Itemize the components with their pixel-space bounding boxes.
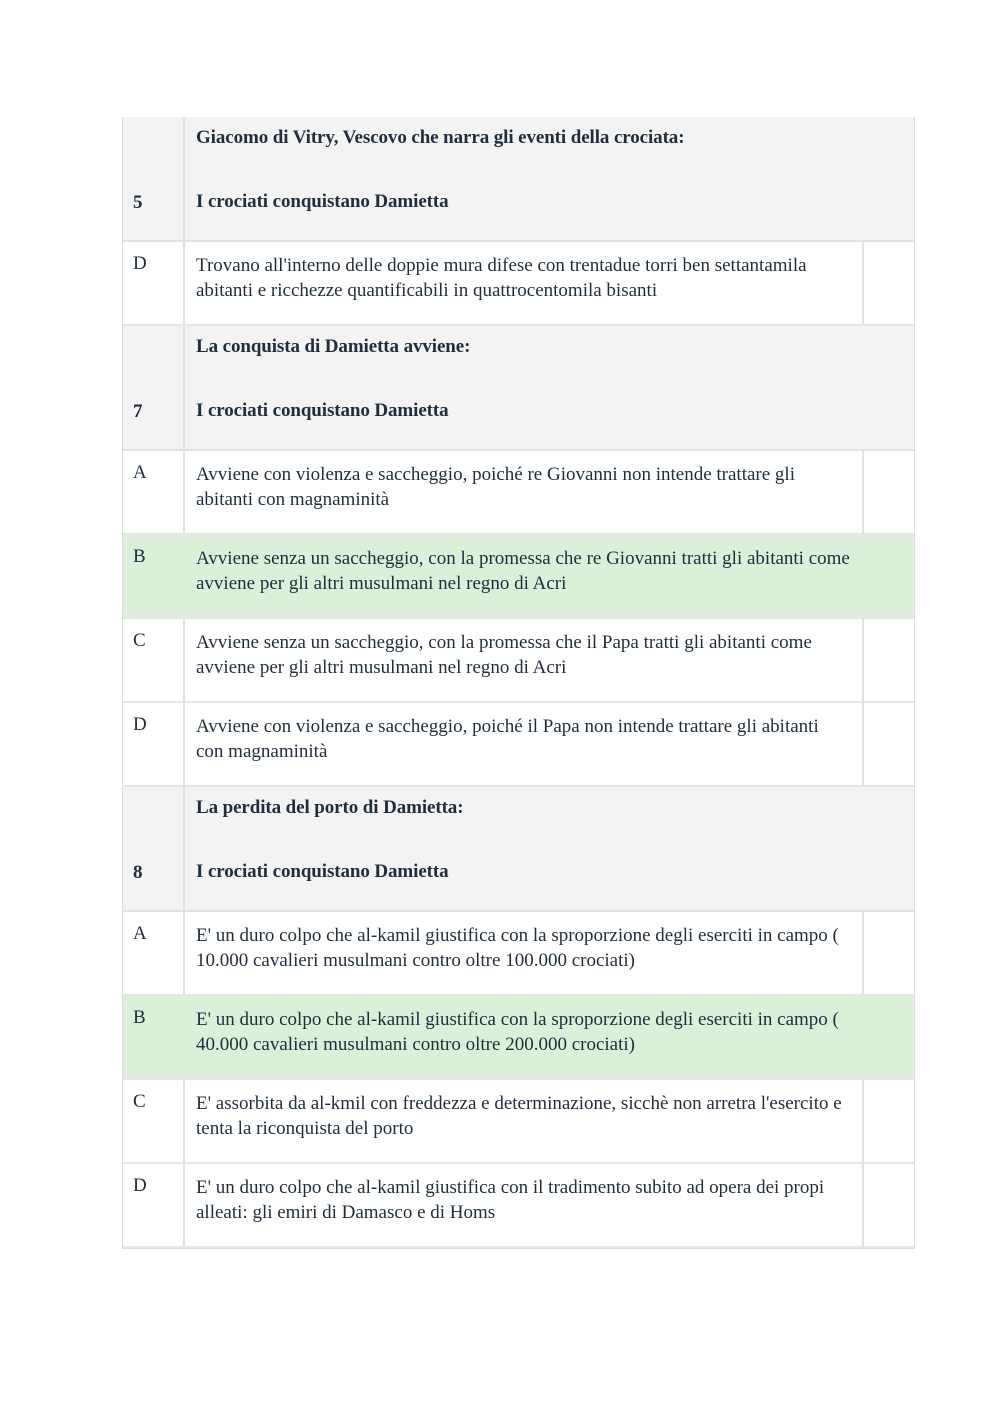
answer-mark-cell xyxy=(864,451,914,533)
answer-text: Avviene senza un saccheggio, con la promessa che il Papa tratti gli abitanti come avviene per gli altri musulmani nel regno di Acri xyxy=(185,619,864,701)
question-header xyxy=(123,326,914,451)
question-section: I crociati conquistano Damietta xyxy=(196,400,449,421)
answer-letter: B xyxy=(133,1007,146,1028)
question-header xyxy=(123,117,914,242)
answer-row-correct xyxy=(123,996,914,1080)
question-section: I crociati conquistano Damietta xyxy=(196,191,449,212)
answer-row xyxy=(123,451,914,535)
question-number: 7 xyxy=(133,401,143,422)
quiz-table xyxy=(122,117,915,1249)
answer-mark-cell xyxy=(864,535,914,617)
question-text: La perdita del porto di Damietta: xyxy=(196,797,464,818)
answer-text: Avviene con violenza e saccheggio, poiché il Papa non intende trattare gli abitanti con magnaminità xyxy=(185,703,864,785)
question-text: La conquista di Damietta avviene: xyxy=(196,336,471,357)
answer-letter: D xyxy=(123,703,185,785)
answer-letter: C xyxy=(123,1080,185,1162)
question-text: Giacomo di Vitry, Vescovo che narra gli eventi della crociata: xyxy=(196,127,685,148)
answer-mark-cell xyxy=(864,912,914,994)
answer-row xyxy=(123,242,914,326)
answer-mark-cell xyxy=(864,1080,914,1162)
answer-letter: C xyxy=(123,619,185,701)
answer-letter: A xyxy=(123,451,185,533)
answer-text: Trovano all'interno delle doppie mura difese con trentadue torri ben settantamila abitanti e ricchezze quantificabili in quattrocentomila bisanti xyxy=(185,242,864,324)
answer-text: E' un duro colpo che al-kamil giustifica con il tradimento subito ad opera dei propi alleati: gli emiri di Damasco e di Homs xyxy=(185,1164,864,1246)
answer-text: Avviene con violenza e saccheggio, poiché re Giovanni non intende trattare gli abitanti con magnaminità xyxy=(185,451,864,533)
answer-row xyxy=(123,1164,914,1248)
question-number: 5 xyxy=(133,192,143,213)
question-text-cell xyxy=(185,787,914,910)
question-text-cell xyxy=(185,117,914,240)
answer-mark-cell xyxy=(864,996,914,1078)
question-section: I crociati conquistano Damietta xyxy=(196,861,449,882)
answer-mark-cell xyxy=(864,703,914,785)
answer-letter: A xyxy=(123,912,185,994)
answer-mark-cell xyxy=(864,242,914,324)
question-text-cell xyxy=(185,326,914,449)
answer-text: Avviene senza un saccheggio, con la promessa che re Giovanni tratti gli abitanti come avviene per gli altri musulmani nel regno di Acri xyxy=(196,548,850,594)
answer-letter: B xyxy=(133,546,146,567)
answer-row xyxy=(123,619,914,703)
answer-text: E' un duro colpo che al-kamil giustifica con la sproporzione degli eserciti in campo ( 40.000 cavalieri musulmani contro oltre 200.000 crociati) xyxy=(196,1009,839,1055)
question-number-cell xyxy=(123,787,185,910)
question-number: 8 xyxy=(133,862,143,883)
answer-letter: D xyxy=(123,1164,185,1246)
answer-text: E' un duro colpo che al-kamil giustifica con la sproporzione degli eserciti in campo ( 10.000 cavalieri musulmani contro oltre 100.000 crociati) xyxy=(185,912,864,994)
question-header xyxy=(123,787,914,912)
answer-row xyxy=(123,703,914,787)
answer-text: E' assorbita da al-kmil con freddezza e determinazione, sicchè non arretra l'esercito e tenta la riconquista del porto xyxy=(185,1080,864,1162)
question-number-cell xyxy=(123,326,185,449)
answer-row xyxy=(123,912,914,996)
answer-row xyxy=(123,1080,914,1164)
answer-mark-cell xyxy=(864,1164,914,1246)
answer-letter: D xyxy=(123,242,185,324)
question-number-cell xyxy=(123,117,185,240)
answer-mark-cell xyxy=(864,619,914,701)
answer-row-correct xyxy=(123,535,914,619)
